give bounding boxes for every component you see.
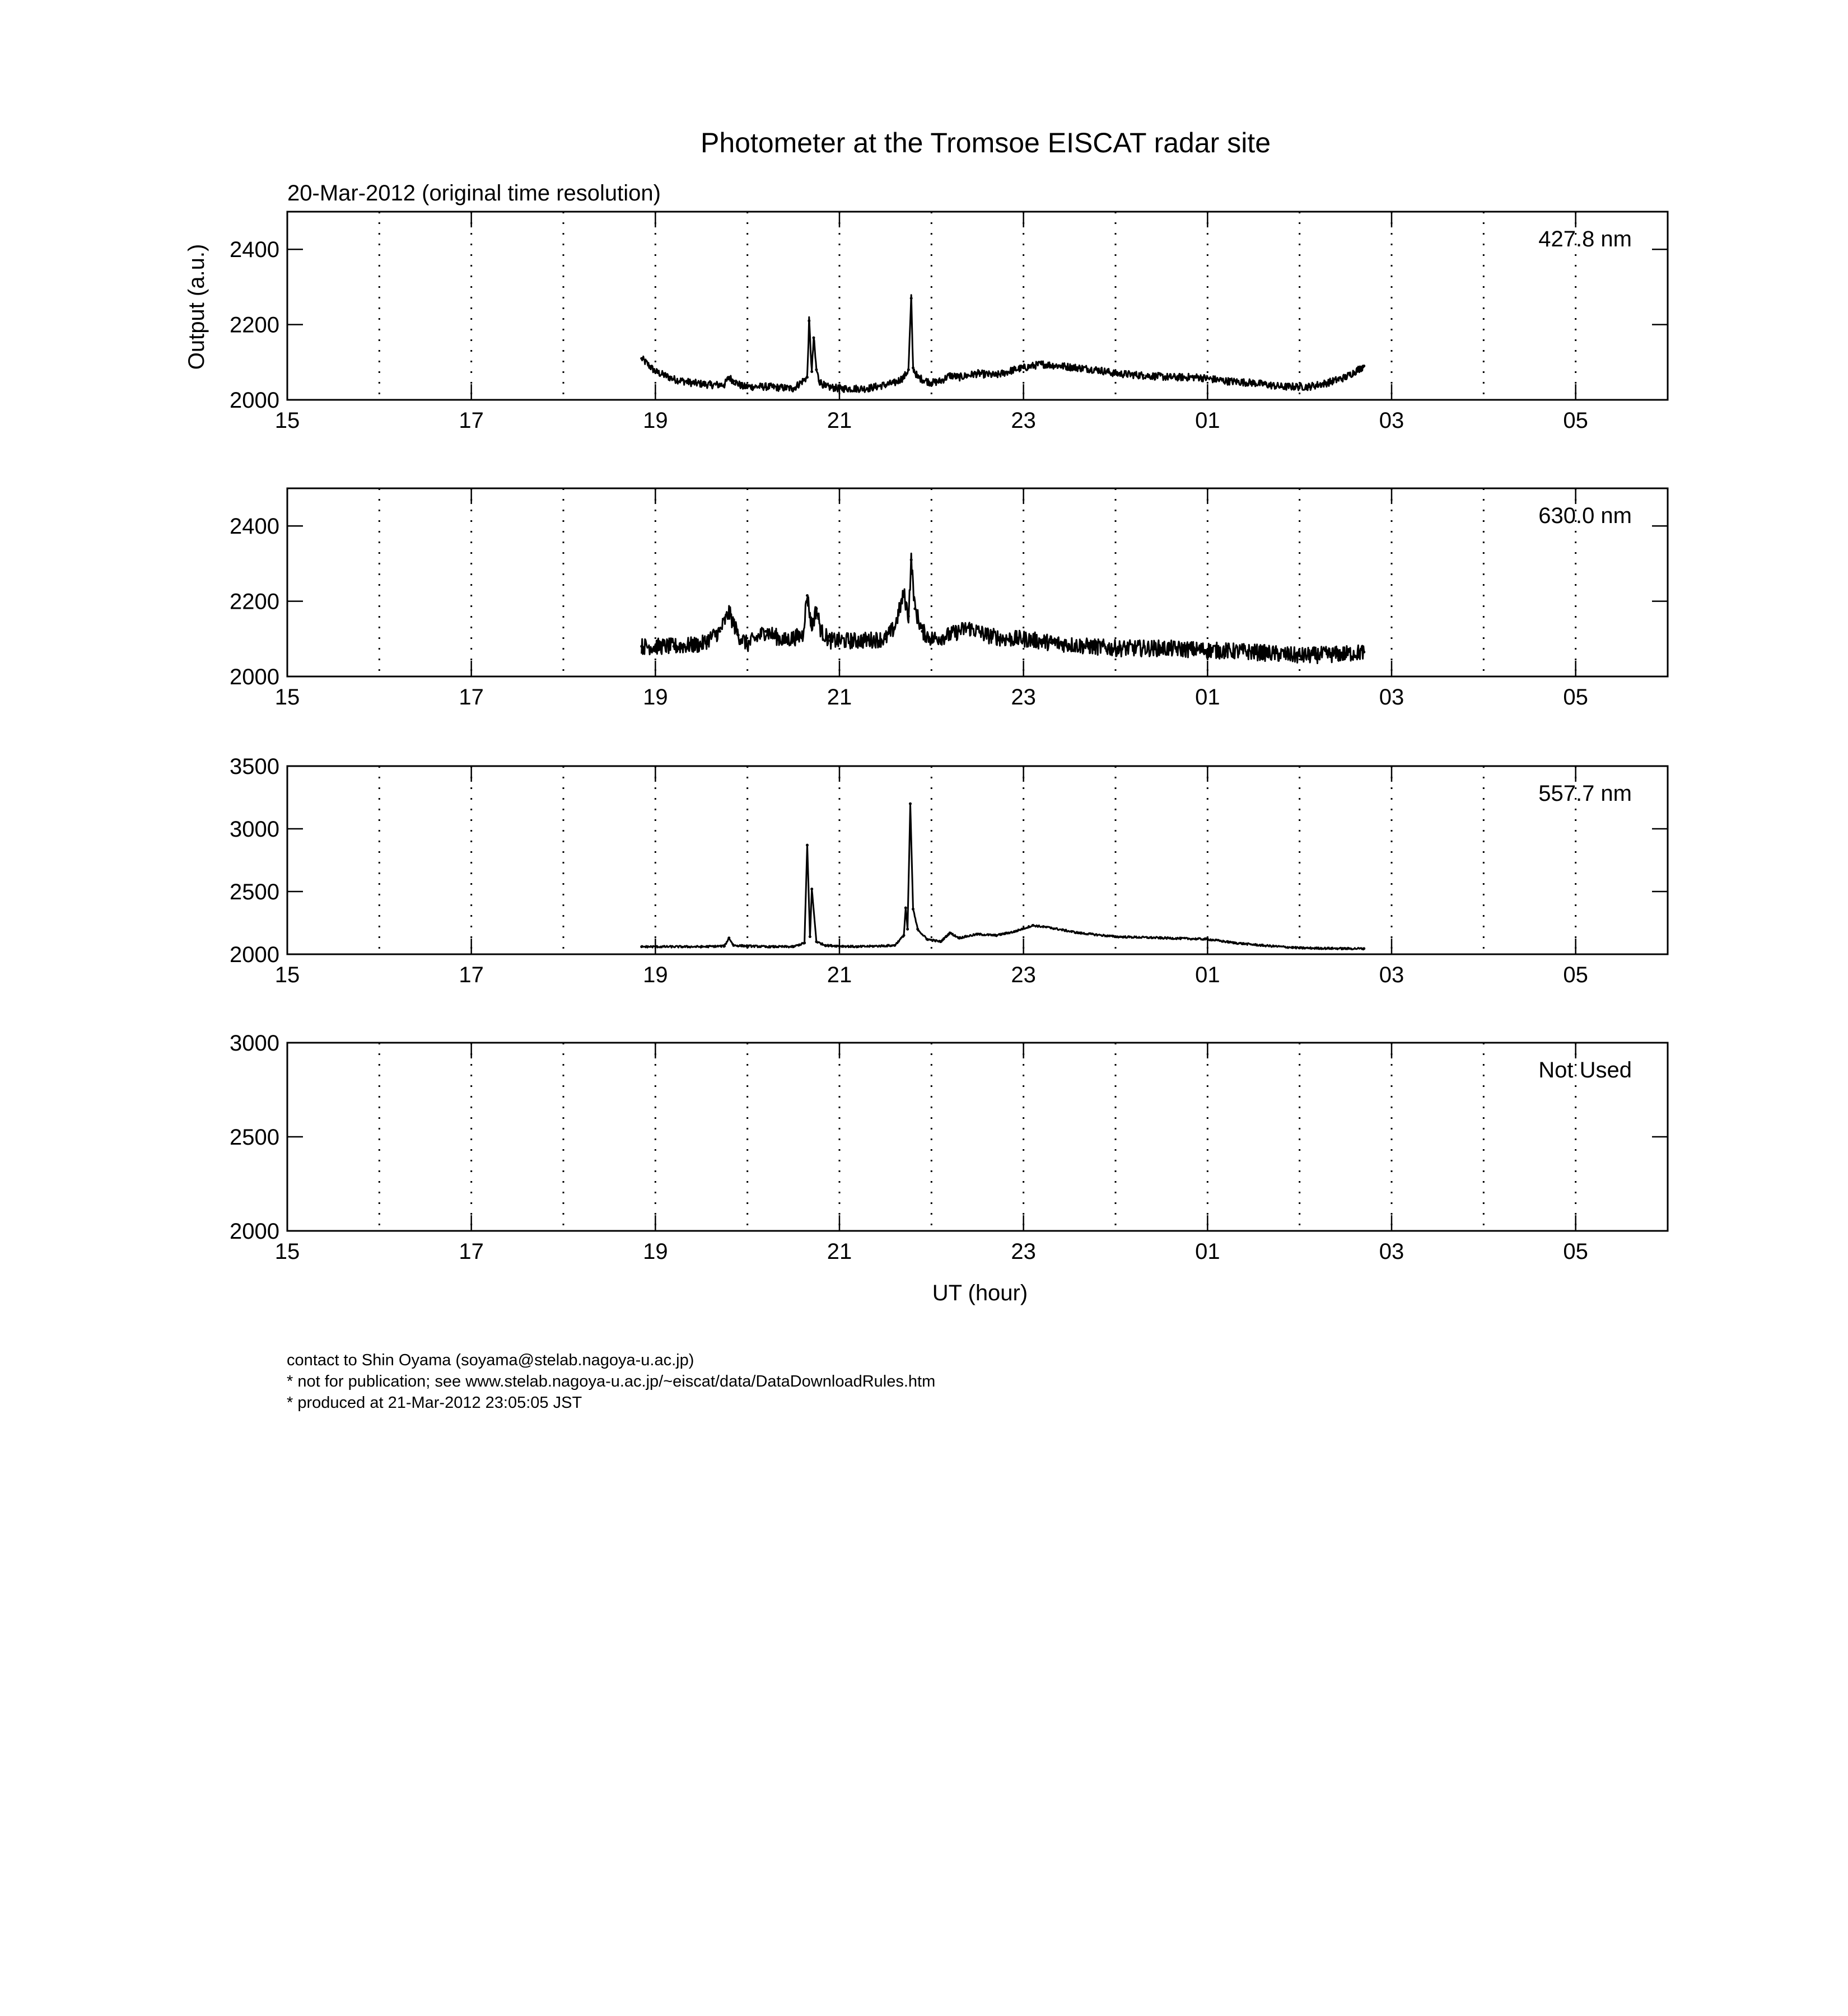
y-tick-label-2: 2400 xyxy=(230,514,279,539)
data-point-38 xyxy=(1114,372,1117,375)
y-tick-label-0: 2000 xyxy=(230,1219,279,1244)
data-point-20 xyxy=(916,928,919,931)
data-point-37 xyxy=(1362,651,1365,654)
data-point-0 xyxy=(640,645,643,648)
data-point-33 xyxy=(1206,649,1209,652)
data-point-37 xyxy=(1096,368,1099,371)
data-point-33 xyxy=(1206,938,1209,941)
y-tick-label-1: 2200 xyxy=(230,589,279,614)
data-point-12 xyxy=(808,319,810,322)
data-point-18 xyxy=(903,592,906,595)
x-tick-label-5: 01 xyxy=(1195,685,1220,710)
data-point-23 xyxy=(910,297,913,300)
x-tick-label-0: 15 xyxy=(274,963,300,987)
x-tick-label-6: 03 xyxy=(1379,1239,1404,1264)
data-point-27 xyxy=(1013,930,1016,933)
data-point-5 xyxy=(764,945,767,948)
data-point-32 xyxy=(1160,647,1163,650)
x-tick-label-2: 19 xyxy=(643,408,668,433)
y-tick-label-2: 2400 xyxy=(230,237,279,263)
data-point-35 xyxy=(1059,365,1062,367)
data-point-30 xyxy=(976,372,979,375)
data-point-44 xyxy=(1280,385,1282,388)
data-point-17 xyxy=(824,385,827,388)
data-point-10 xyxy=(810,888,813,890)
y-tick-label-0: 2000 xyxy=(230,665,279,689)
x-tick-label-3: 21 xyxy=(827,685,852,710)
data-point-15 xyxy=(856,640,859,642)
x-tick-label-7: 05 xyxy=(1563,408,1588,433)
x-tick-label-3: 21 xyxy=(827,1239,852,1264)
data-point-10 xyxy=(792,387,795,390)
data-point-2 xyxy=(723,945,726,948)
data-point-28 xyxy=(1022,637,1025,640)
data-point-26 xyxy=(995,934,997,937)
data-point-30 xyxy=(1077,931,1080,934)
plot-frame xyxy=(287,766,1668,954)
x-tick-label-0: 15 xyxy=(274,408,300,433)
data-point-17 xyxy=(893,626,896,629)
y-axis-label: Output (a.u.) xyxy=(184,244,209,370)
plot-frame xyxy=(287,1043,1668,1231)
x-tick-label-1: 17 xyxy=(459,408,484,433)
data-point-9 xyxy=(809,935,811,938)
x-tick-label-1: 17 xyxy=(459,685,484,710)
data-point-21 xyxy=(926,938,928,941)
data-point-29 xyxy=(958,376,960,379)
data-point-10 xyxy=(806,594,809,597)
data-point-8 xyxy=(806,844,809,847)
data-point-13 xyxy=(856,945,859,948)
data-point-47 xyxy=(1344,376,1347,379)
data-point-37 xyxy=(1344,947,1347,950)
data-point-0 xyxy=(640,357,643,360)
y-tick-label-3: 3500 xyxy=(230,754,279,779)
data-point-40 xyxy=(1169,376,1172,379)
data-point-36 xyxy=(1298,946,1301,949)
series-line-0 xyxy=(642,804,1364,950)
data-point-4 xyxy=(727,611,730,614)
data-point-22 xyxy=(907,368,910,371)
data-point-48 xyxy=(1362,365,1365,367)
data-point-2 xyxy=(673,378,675,381)
data-point-34 xyxy=(1040,363,1043,366)
x-tick-label-4: 23 xyxy=(1011,1239,1036,1264)
x-tick-label-4: 23 xyxy=(1011,685,1036,710)
data-point-13 xyxy=(820,630,823,633)
x-tick-label-0: 15 xyxy=(274,685,300,710)
data-point-1 xyxy=(673,645,675,648)
data-point-26 xyxy=(930,381,933,384)
data-point-6 xyxy=(727,376,730,379)
panel-2 xyxy=(230,488,1668,710)
x-tick-label-6: 03 xyxy=(1379,685,1404,710)
x-tick-label-0: 15 xyxy=(274,1239,300,1264)
x-tick-label-2: 19 xyxy=(643,685,668,710)
data-point-32 xyxy=(1013,368,1016,371)
data-point-13 xyxy=(810,370,813,373)
data-point-25 xyxy=(916,376,919,379)
data-point-25 xyxy=(976,933,979,936)
data-point-20 xyxy=(893,381,896,384)
data-point-12 xyxy=(824,944,827,947)
data-point-6 xyxy=(792,945,795,948)
data-point-4 xyxy=(732,944,735,947)
data-point-31 xyxy=(1114,647,1117,650)
data-point-29 xyxy=(1050,927,1053,930)
data-point-11 xyxy=(806,376,809,379)
data-point-30 xyxy=(1086,645,1089,648)
panel-1 xyxy=(230,212,1668,433)
figure-title: Photometer at the Tromsoe EISCAT radar site xyxy=(700,127,1271,158)
data-point-26 xyxy=(985,634,988,637)
data-point-15 xyxy=(903,934,906,937)
data-point-14 xyxy=(813,337,815,339)
x-tick-label-1: 17 xyxy=(459,963,484,987)
data-point-34 xyxy=(1252,651,1255,654)
data-point-41 xyxy=(1197,376,1200,379)
data-point-8 xyxy=(741,385,744,388)
data-point-16 xyxy=(818,380,820,382)
chart-panels xyxy=(230,212,1668,1264)
data-point-2 xyxy=(700,643,703,646)
data-point-18 xyxy=(838,387,841,390)
data-point-32 xyxy=(1160,936,1163,939)
data-point-33 xyxy=(1022,366,1025,369)
y-tick-label-2: 3000 xyxy=(230,817,279,842)
data-point-19 xyxy=(866,387,869,390)
data-point-1 xyxy=(700,945,703,948)
panel-label: 557.7 nm xyxy=(1538,781,1632,806)
x-tick-label-4: 23 xyxy=(1011,408,1036,433)
series-line-0 xyxy=(642,553,1364,663)
data-point-9 xyxy=(801,634,804,637)
footer-produced: * produced at 21-Mar-2012 23:05:05 JST xyxy=(287,1394,582,1412)
panel-label: 630.0 nm xyxy=(1538,503,1632,528)
data-point-14 xyxy=(893,944,896,947)
data-point-28 xyxy=(949,374,951,377)
panel-label: 427.8 nm xyxy=(1538,227,1632,251)
x-tick-label-1: 17 xyxy=(459,1239,484,1264)
x-tick-label-2: 19 xyxy=(643,1239,668,1264)
x-tick-label-3: 21 xyxy=(827,408,852,433)
y-tick-label-1: 2500 xyxy=(230,880,279,904)
x-tick-label-5: 01 xyxy=(1195,408,1220,433)
footer-contact: contact to Shin Oyama (soyama@stelab.nagoya-u.ac.jp) xyxy=(287,1351,694,1369)
panel-3 xyxy=(230,754,1668,987)
data-point-7 xyxy=(764,630,767,633)
data-point-24 xyxy=(958,936,960,939)
data-point-11 xyxy=(815,940,818,943)
data-point-42 xyxy=(1225,380,1228,382)
y-tick-label-2: 3000 xyxy=(230,1031,279,1056)
data-point-19 xyxy=(912,908,914,911)
y-tick-label-0: 2000 xyxy=(230,388,279,413)
data-point-21 xyxy=(903,376,906,379)
data-point-22 xyxy=(921,630,923,633)
x-tick-label-7: 05 xyxy=(1563,685,1588,710)
data-point-31 xyxy=(1114,935,1117,938)
y-tick-label-1: 2200 xyxy=(230,312,279,338)
data-point-23 xyxy=(949,931,951,934)
data-point-1 xyxy=(654,370,657,373)
x-tick-label-2: 19 xyxy=(643,963,668,987)
data-point-0 xyxy=(640,945,643,948)
data-point-34 xyxy=(1234,941,1236,944)
data-point-36 xyxy=(1077,366,1080,369)
plot-frame xyxy=(287,488,1668,676)
data-point-3 xyxy=(691,381,694,384)
data-point-3 xyxy=(718,630,721,633)
x-axis-label: UT (hour) xyxy=(932,1281,1028,1305)
x-tick-label-5: 01 xyxy=(1195,963,1220,987)
data-point-16 xyxy=(884,637,887,640)
data-point-3 xyxy=(727,936,730,939)
data-point-39 xyxy=(1142,374,1145,377)
data-point-25 xyxy=(967,626,970,629)
data-point-18 xyxy=(909,802,912,805)
data-point-27 xyxy=(939,380,942,382)
x-tick-label-7: 05 xyxy=(1563,1239,1588,1264)
data-point-21 xyxy=(913,608,916,610)
x-tick-label-4: 23 xyxy=(1011,963,1036,987)
data-point-15 xyxy=(815,368,818,371)
x-tick-label-6: 03 xyxy=(1379,408,1404,433)
data-point-29 xyxy=(1050,641,1053,644)
y-tick-label-0: 2000 xyxy=(230,942,279,967)
panel-4 xyxy=(230,1031,1668,1264)
data-point-22 xyxy=(939,940,942,943)
y-tick-label-1: 2500 xyxy=(230,1125,279,1150)
data-point-23 xyxy=(930,637,933,640)
data-point-24 xyxy=(949,634,951,637)
data-point-9 xyxy=(764,385,767,388)
x-tick-label-6: 03 xyxy=(1379,963,1404,987)
data-point-43 xyxy=(1252,381,1255,384)
data-point-36 xyxy=(1344,652,1347,655)
footer-rules: * not for publication; see www.stelab.nagoya-u.ac.jp/~eiscat/data/DataDownloadRules.htm xyxy=(287,1373,936,1390)
series-line-0 xyxy=(642,295,1364,393)
data-point-35 xyxy=(1298,655,1301,657)
data-point-7 xyxy=(803,941,806,944)
figure-subtitle: 20-Mar-2012 (original time resolution) xyxy=(287,181,661,206)
data-point-14 xyxy=(829,640,832,642)
data-point-27 xyxy=(1004,637,1006,640)
data-point-28 xyxy=(1032,924,1034,927)
x-tick-label-5: 01 xyxy=(1195,1239,1220,1264)
data-point-11 xyxy=(810,626,813,629)
data-point-5 xyxy=(737,634,740,637)
data-point-31 xyxy=(995,374,997,377)
panel-label: Not Used xyxy=(1538,1058,1632,1082)
data-point-24 xyxy=(912,366,914,369)
data-point-17 xyxy=(906,928,909,931)
data-point-4 xyxy=(709,384,712,386)
footer-notes xyxy=(287,1350,935,1413)
x-tick-label-7: 05 xyxy=(1563,963,1588,987)
data-point-7 xyxy=(732,380,735,382)
data-point-38 xyxy=(1362,947,1365,950)
x-tick-label-3: 21 xyxy=(827,963,852,987)
data-point-19 xyxy=(907,615,910,618)
data-point-20 xyxy=(910,558,913,561)
data-point-35 xyxy=(1261,944,1264,947)
data-point-45 xyxy=(1308,385,1310,388)
data-point-16 xyxy=(904,907,907,909)
data-point-12 xyxy=(815,608,818,610)
data-point-5 xyxy=(723,384,726,386)
data-point-8 xyxy=(783,640,786,642)
data-point-6 xyxy=(746,643,749,646)
data-point-46 xyxy=(1326,381,1329,384)
